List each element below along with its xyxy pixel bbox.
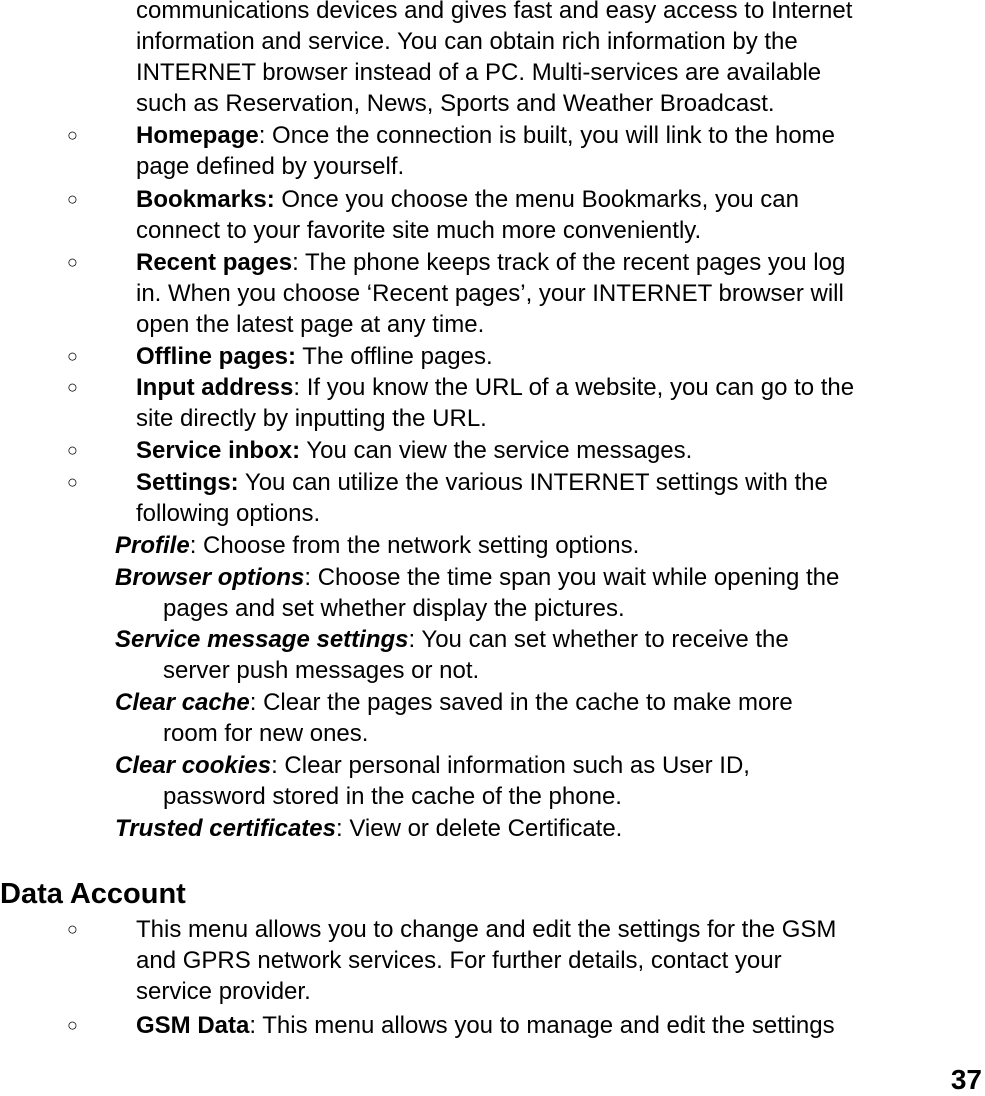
option-term: Browser options bbox=[115, 564, 305, 591]
list-item-recent-pages: Recent pages: The phone keeps track of the recent pages you log bbox=[136, 249, 846, 276]
bullet-icon: ○ bbox=[67, 440, 78, 460]
bullet-icon: ○ bbox=[67, 1015, 78, 1035]
intro-line: such as Reservation, News, Sports and Weather Broadcast. bbox=[136, 90, 775, 117]
list-item-continuation: following options. bbox=[136, 500, 321, 527]
option-profile: Profile: Choose from the network setting options. bbox=[115, 532, 640, 559]
intro-line: information and service. You can obtain rich information by the bbox=[136, 28, 798, 55]
list-item-homepage: Homepage: Once the connection is built, you will link to the home bbox=[136, 122, 836, 149]
option-continuation: pages and set whether display the pictures. bbox=[163, 595, 625, 622]
option-clear-cache: Clear cache: Clear the pages saved in the cache to make more bbox=[115, 689, 793, 716]
term: Recent pages bbox=[136, 249, 293, 276]
term: Input address bbox=[136, 374, 294, 401]
option-clear-cookies: Clear cookies: Clear personal information such as User ID, bbox=[115, 752, 750, 779]
intro-line: INTERNET browser instead of a PC. Multi-services are available bbox=[136, 59, 822, 86]
term: Service inbox: bbox=[136, 437, 301, 464]
list-item-offline-pages: Offline pages: The offline pages. bbox=[136, 343, 493, 370]
list-item-continuation: site directly by inputting the URL. bbox=[136, 405, 487, 432]
term: Homepage bbox=[136, 122, 259, 149]
option-browser-options: Browser options: Choose the time span you wait while opening the bbox=[115, 564, 840, 591]
option-term: Trusted certificates bbox=[115, 815, 336, 842]
list-item-continuation: open the latest page at any time. bbox=[136, 311, 485, 338]
bullet-icon: ○ bbox=[67, 346, 78, 366]
bullet-icon: ○ bbox=[67, 919, 78, 939]
list-item-continuation: page defined by yourself. bbox=[136, 153, 405, 180]
bullet-icon: ○ bbox=[67, 252, 78, 272]
list-item-continuation: connect to your favorite site much more conveniently. bbox=[136, 217, 702, 244]
bullet-icon: ○ bbox=[67, 377, 78, 397]
option-term: Service message settings bbox=[115, 626, 409, 653]
list-item-continuation: and GPRS network services. For further details, contact your bbox=[136, 947, 782, 974]
term: Offline pages: bbox=[136, 343, 297, 370]
list-item-continuation: service provider. bbox=[136, 978, 311, 1005]
option-trusted-certificates: Trusted certificates: View or delete Certificate. bbox=[115, 815, 623, 842]
page-number: 37 bbox=[950, 1064, 982, 1095]
bullet-icon: ○ bbox=[67, 472, 78, 492]
intro-line: communications devices and gives fast and easy access to Internet bbox=[136, 0, 853, 24]
option-service-message-settings: Service message settings: You can set whether to receive the bbox=[115, 626, 789, 653]
option-continuation: room for new ones. bbox=[163, 720, 369, 747]
term: GSM Data bbox=[136, 1012, 250, 1039]
option-continuation: server push messages or not. bbox=[163, 657, 480, 684]
option-term: Profile bbox=[115, 532, 190, 559]
bullet-icon: ○ bbox=[67, 189, 78, 209]
list-item-input-address: Input address: If you know the URL of a website, you can go to the bbox=[136, 374, 855, 401]
list-item-service-inbox: Service inbox: You can view the service messages. bbox=[136, 437, 693, 464]
bullet-icon: ○ bbox=[67, 125, 78, 145]
list-item-bookmarks: Bookmarks: Once you choose the menu Bookmarks, you can bbox=[136, 186, 800, 213]
option-continuation: password stored in the cache of the phone. bbox=[163, 783, 622, 810]
list-item-data-account: This menu allows you to change and edit the settings for the GSM bbox=[136, 916, 837, 943]
list-item-continuation: in. When you choose ‘Recent pages’, your INTERNET browser will bbox=[136, 280, 844, 307]
list-item-gsm-data: GSM Data: This menu allows you to manage and edit the settings bbox=[136, 1012, 835, 1039]
term: Settings: bbox=[136, 469, 239, 496]
option-term: Clear cookies bbox=[115, 752, 272, 779]
term: Bookmarks: bbox=[136, 186, 275, 213]
option-term: Clear cache bbox=[115, 689, 250, 716]
section-heading: Data Account bbox=[0, 878, 186, 910]
list-item-settings: Settings: You can utilize the various INTERNET settings with the bbox=[136, 469, 828, 496]
